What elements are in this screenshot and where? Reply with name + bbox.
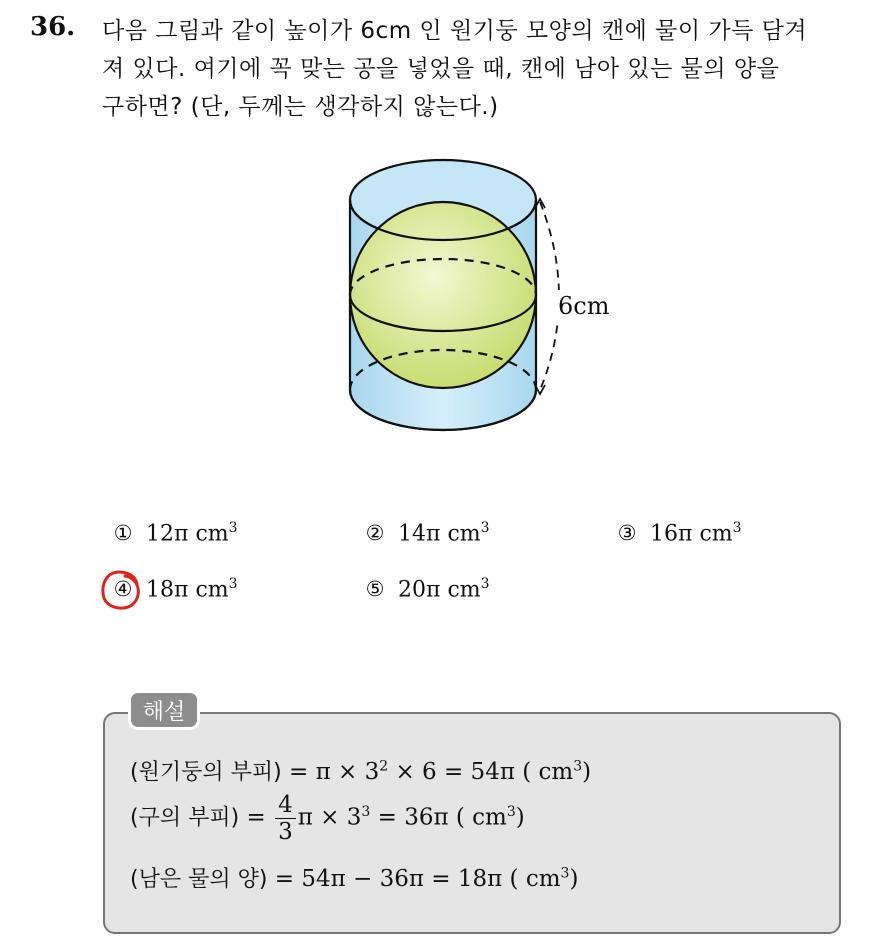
solution-line-3	[130, 862, 578, 893]
question-line-3: 구하면? (단, 두께는 생각하지 않는다.)	[102, 94, 499, 120]
choice-3-unit: cm	[699, 521, 733, 547]
solution-line-2-exp1: 3	[361, 803, 371, 820]
choice-4-mark: ④	[113, 577, 133, 602]
solution-line-1-prefix: (원기둥의 부피)	[130, 760, 282, 785]
question-number: 36.	[30, 12, 76, 42]
choice-1[interactable]	[112, 520, 238, 546]
question-line-2: 져 있다. 여기에 꼭 맞는 공을 넣었을 때, 캔에 남아 있는 물의 양을	[102, 56, 780, 82]
choice-1-unit: cm	[195, 521, 229, 547]
choice-1-exp: 3	[228, 520, 238, 536]
fraction-numerator: 4	[275, 792, 296, 819]
solution-line-1-exp2: 3	[573, 758, 583, 775]
solution-line-2-expr: π × 3	[297, 804, 362, 831]
solution-line-3-prefix: (남은 물의 양)	[130, 867, 268, 892]
solution-line-2-eq: =	[239, 804, 274, 831]
solution-line-1-expr: = π × 3	[281, 759, 380, 785]
solution-line-2-expr2: = 36π ( cm	[370, 804, 507, 831]
choice-3-value: 16π	[650, 521, 693, 547]
choice-4-unit: cm	[195, 577, 229, 603]
solution-line-1-exp1: 2	[379, 758, 389, 775]
choice-3-exp: 3	[732, 520, 742, 536]
question-text	[102, 12, 862, 126]
choice-5-exp: 3	[480, 576, 490, 592]
choice-5-value: 20π	[398, 577, 441, 603]
solution-line-2-end: )	[515, 804, 525, 831]
solution-line-3-expr: = 54π − 36π = 18π ( cm	[267, 866, 561, 892]
cylinder-sphere-figure	[330, 150, 630, 450]
solution-line-2	[130, 792, 525, 845]
sphere	[350, 202, 536, 388]
fraction-four-thirds	[275, 792, 296, 845]
choice-2-exp: 3	[480, 520, 490, 536]
choice-4-value: 18π	[146, 577, 189, 603]
solution-line-3-exp: 3	[560, 865, 570, 882]
height-label: 6cm	[558, 292, 610, 320]
solution-line-1	[130, 755, 591, 786]
choice-1-mark: ①	[113, 521, 133, 546]
choice-3[interactable]	[616, 520, 742, 546]
choice-5-unit: cm	[447, 577, 481, 603]
solution-line-2-prefix: (구의 부피)	[130, 805, 240, 831]
choice-2-value: 14π	[398, 521, 441, 547]
question-line-1: 다음 그림과 같이 높이가 6cm 인 원기둥 모양의 캔에 물이 가득 담겨	[102, 18, 808, 44]
choice-5-mark: ⑤	[365, 577, 385, 602]
choice-5[interactable]	[364, 576, 490, 602]
choice-2[interactable]	[364, 520, 490, 546]
solution-line-1-end: )	[582, 759, 592, 785]
choice-4[interactable]	[112, 576, 238, 602]
solution-line-2-exp2: 3	[506, 803, 516, 820]
choice-1-value: 12π	[146, 521, 189, 547]
solution-line-1-expr2: × 6 = 54π ( cm	[388, 759, 574, 785]
choice-2-mark: ②	[365, 521, 385, 546]
choice-3-mark: ③	[617, 521, 637, 546]
solution-tab: 해설	[128, 690, 200, 730]
solution-line-3-end: )	[569, 866, 579, 892]
fraction-denominator: 3	[278, 819, 293, 845]
choice-2-unit: cm	[447, 521, 481, 547]
choice-4-exp: 3	[228, 576, 238, 592]
